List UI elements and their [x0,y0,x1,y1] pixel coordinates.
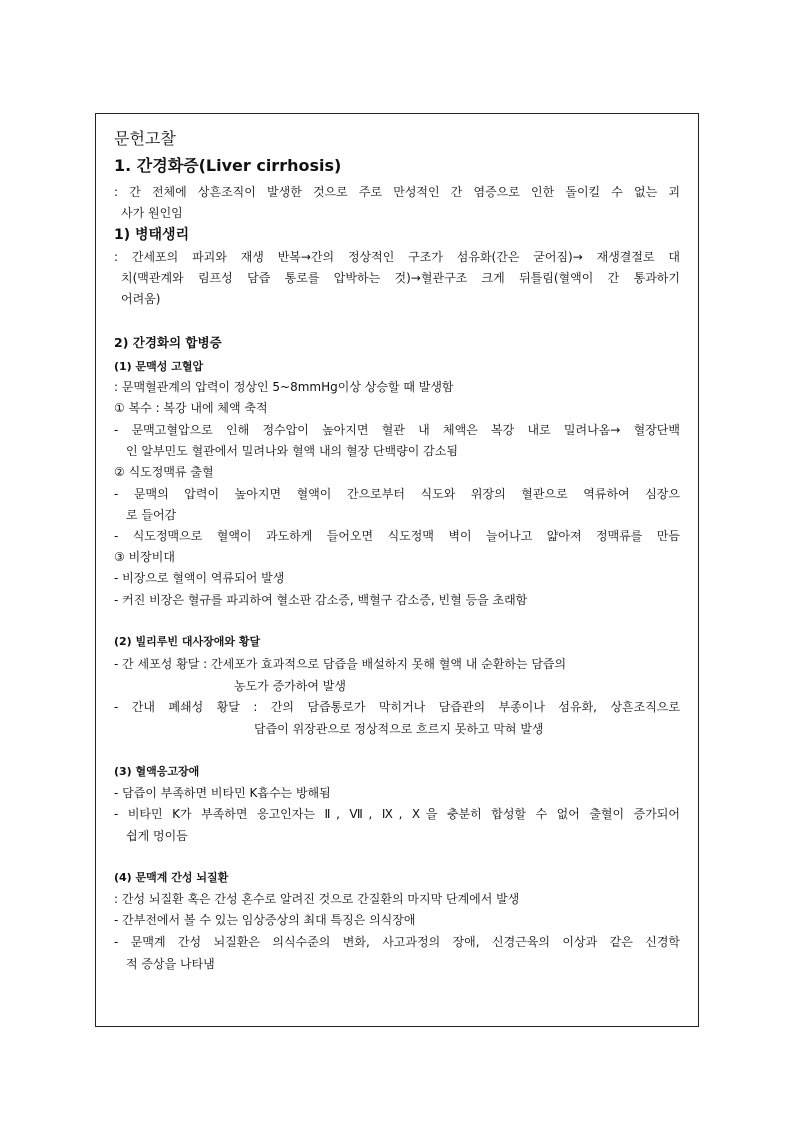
item-heading: (1) 문맥성 고혈압 [114,360,204,373]
paragraph-line: 사가 원인임 [121,206,183,220]
subsection-heading: 2) 간경화의 합병증 [114,335,222,350]
item-heading: (4) 문맥계 간성 뇌질환 [114,871,229,884]
paragraph-line: : 간 전체에 상흔조직이 발생한 것으로 주로 만성적인 간 염증으로 인한 돌이킬 수 없는 괴 [114,185,680,199]
item-heading: (3) 혈액응고장애 [114,765,200,778]
paragraph-line: - 간부전에서 볼 수 있는 임상증상의 최대 특징은 의식장애 [114,913,416,927]
paragraph-line: 어려움) [121,292,161,306]
item-heading: (2) 빌리루빈 대사장애와 황달 [114,635,261,648]
paragraph-line: - 문맥고혈압으로 인해 정수압이 높아지면 혈관 내 체액은 복강 내로 밀려나옴→ 혈장단백 [114,423,680,437]
paragraph-line: 인 알부민도 혈관에서 밀려나와 혈액 내의 혈장 단백량이 감소됨 [126,444,458,458]
paragraph-line: - 간 세포성 황달 : 간세포가 효과적으로 담즙을 배설하지 못해 혈액 내 순환하는 담즙의 [114,657,567,671]
paragraph-line: - 문맥의 압력이 높아지면 혈액이 간으로부터 식도와 위장의 혈관으로 역류하여 심장으 [114,487,680,501]
paragraph-line: 적 증상을 나타냄 [126,957,215,971]
paragraph-line: - 담즙이 부족하면 비타민 K흡수는 방해됨 [114,786,331,800]
paragraph-line: ① 복수 : 복강 내에 체액 축적 [114,401,268,415]
paragraph-line: 농도가 증가하여 발생 [234,679,346,693]
paragraph-line: 치(맥관계와 림프성 담즙 통로를 압박하는 것)→혈관구조 크게 뒤틀림(혈액이 간 통과하기 [121,271,680,285]
paragraph-line: - 문맥계 간성 뇌질환은 의식수준의 변화, 사고과정의 장애, 신경근육의 이상과 같은 신경학 [114,935,680,949]
paragraph-line: - 비장으로 혈액이 역류되어 발생 [114,571,285,585]
paragraph-line: - 커진 비장은 혈규를 파괴하여 혈소판 감소증, 백혈구 감소증, 빈혈 등을 초래함 [114,593,528,607]
paragraph-line: : 문맥혈관계의 압력이 정상인 5~8mmHg이상 상승할 때 발생함 [114,380,454,394]
paragraph-line: : 간성 뇌질환 혹은 간성 혼수로 알려진 것으로 간질환의 마지막 단계에서 발생 [114,892,520,906]
paragraph-line: - 식도정맥으로 혈액이 과도하게 들어오면 식도정맥 벽이 늘어나고 얇아져 정맥류를 만듬 [114,529,680,543]
paragraph-line: ② 식도정맥류 출혈 [114,465,214,479]
section-heading: 1. 간경화증(Liver cirrhosis) [114,156,342,175]
paragraph-line: - 비타민 K가 부족하면 응고인자는 Ⅱ, Ⅶ, Ⅸ, Ⅹ을 충분히 합성할 수 없어 출혈이 증가되어 [114,807,680,821]
paragraph-line: : 간세포의 파괴와 재생 반복→간의 정상적인 구조가 섬유화(간은 굳어짐)→ 재생결절로 대 [114,250,680,264]
paragraph-line: - 간내 폐쇄성 황달 : 간의 담즙통로가 막히거나 담즙관의 부종이나 섬유화, 상흔조직으로 [114,700,680,714]
paragraph-line: 담즙이 위장관으로 정상적으로 흐르지 못하고 막혀 발생 [254,722,544,736]
paragraph-line: 쉽게 멍이듬 [126,829,188,843]
paragraph-line: ③ 비장비대 [114,550,175,564]
page-title: 문헌고찰 [114,129,176,148]
paragraph-line: 로 들어감 [126,508,177,522]
subsection-heading: 1) 병태생리 [114,227,190,243]
